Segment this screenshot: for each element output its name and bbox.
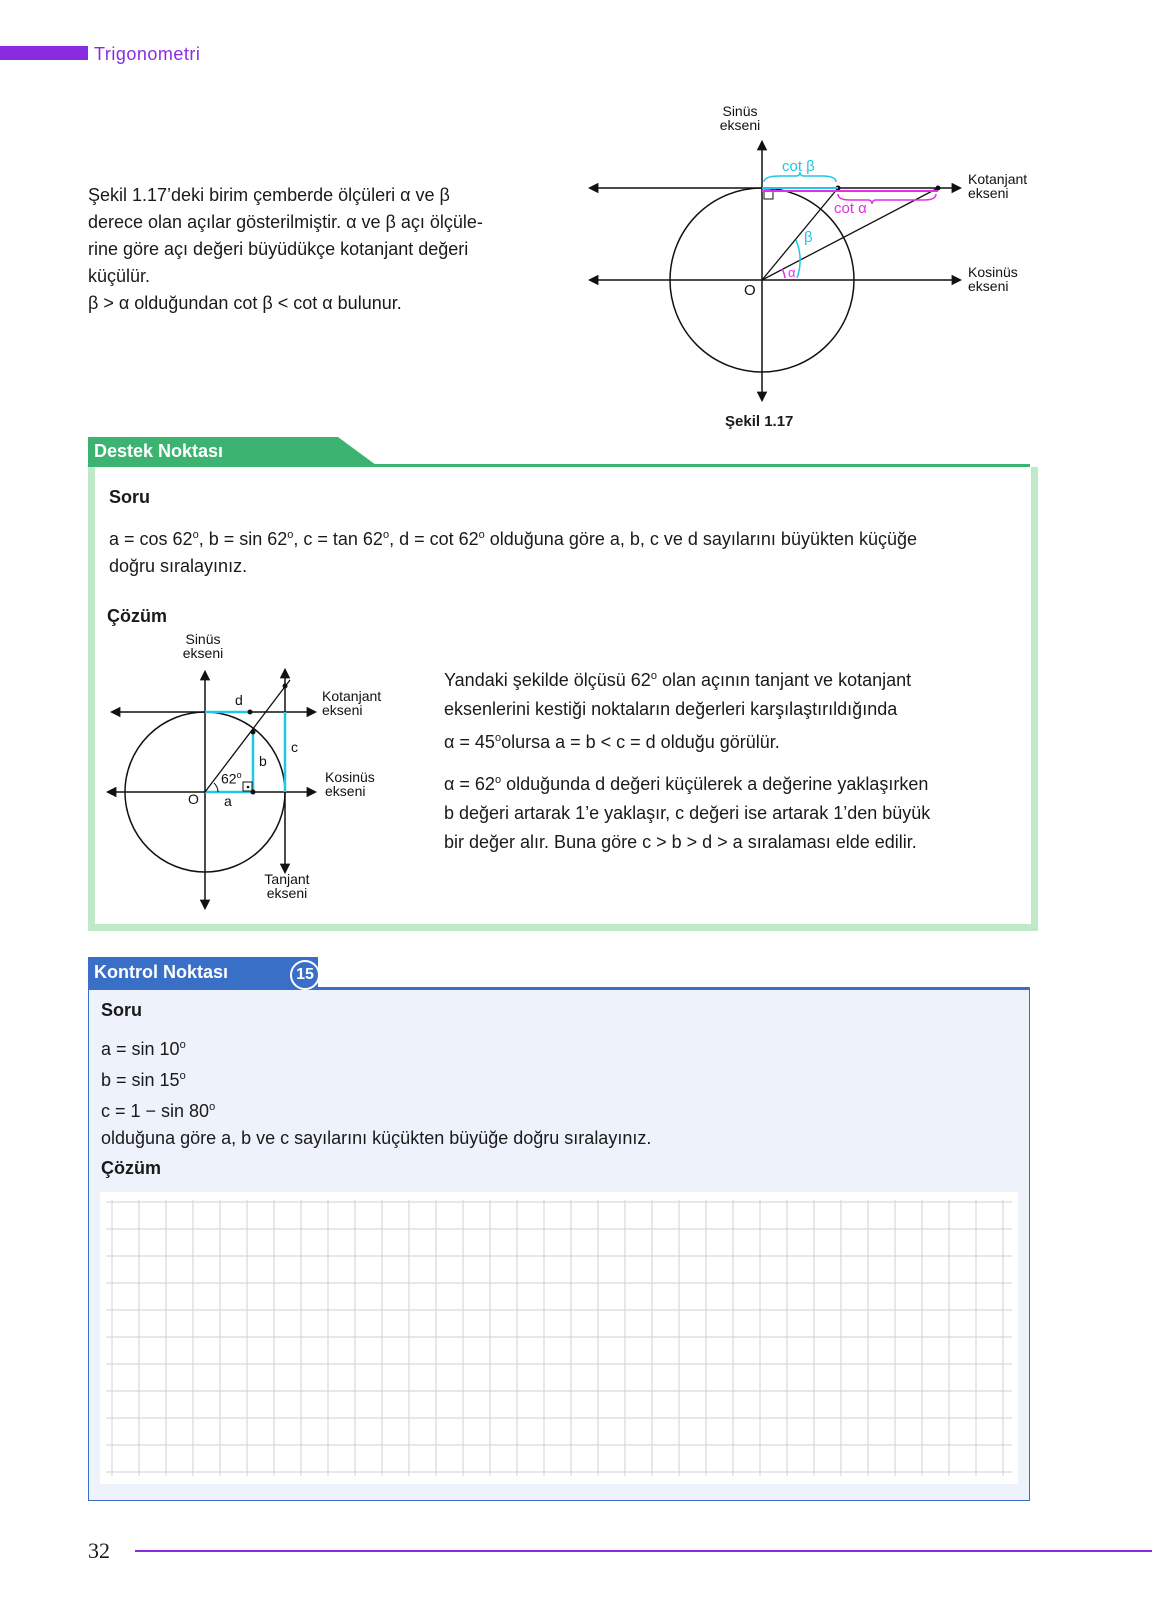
equation-a: [101, 1032, 1001, 1063]
sine-axis-label: [718, 104, 762, 132]
kontrol-cozum-heading: Çözüm: [101, 1158, 161, 1178]
text: a = sin 10: [101, 1039, 180, 1059]
equation-c: [101, 1094, 1001, 1125]
text: , d = cot 62: [389, 529, 479, 549]
cosine-axis-label: [325, 770, 375, 798]
angle-ray: [205, 680, 290, 792]
degree: o: [382, 529, 390, 541]
d-label: d: [235, 692, 243, 708]
label-line: ekseni: [719, 117, 761, 133]
label-line: ekseni: [968, 278, 1009, 294]
figure-caption: Şekil 1.17: [725, 413, 794, 430]
para-line: [444, 724, 1024, 757]
label-line: Kosinüs: [968, 264, 1018, 280]
text: b = sin 15: [101, 1070, 180, 1090]
cotangent-axis-label: [968, 172, 1027, 200]
label-line: Sinüs: [185, 631, 221, 647]
destek-cozum-heading: Çözüm: [107, 606, 167, 626]
text: olduğunda d değeri küçülerek a değerine yaklaşırken: [501, 774, 929, 794]
cotangent-axis-label: [322, 689, 381, 717]
destek-soru-heading: Soru: [109, 487, 151, 507]
label-line: Sinüs: [722, 103, 758, 119]
para-line: eksenlerini kestiği noktaların değerleri karşılaştırıldığında: [444, 699, 898, 719]
intro-paragraph: [88, 182, 548, 317]
kontrol-number-badge: 15: [290, 960, 320, 990]
label-line: Kotanjant: [322, 688, 382, 704]
intro-line: rine göre açı değeri büyüdükçe kotanjant değeri: [88, 239, 469, 259]
cot-alpha-label: cot α: [834, 200, 867, 217]
page-number: 32: [88, 1538, 110, 1563]
degree: o: [287, 529, 294, 541]
intro-line: derece olan açılar gösterilmiştir. α ve β açı ölçüle-: [88, 212, 483, 232]
degree: o: [494, 732, 502, 744]
intro-line: β > α olduğundan cot β < cot α bulunur.: [88, 293, 402, 313]
header-title: Trigonometri: [94, 44, 201, 64]
degree: o: [209, 1101, 216, 1113]
text: c = 1 − sin 80: [101, 1101, 210, 1121]
para-line: bir değer alır. Buna göre c > b > d > a sıralaması elde edilir.: [444, 832, 917, 852]
tangent-axis-label: [259, 872, 315, 900]
intro-line: Şekil 1.17’deki birim çemberde ölçüleri α ve β: [88, 185, 450, 205]
answer-grid-area[interactable]: [100, 1192, 1018, 1484]
degree: o: [494, 774, 502, 786]
destek-title: Destek Noktası: [94, 441, 224, 461]
soru-line: [109, 522, 1009, 553]
label-line: Tanjant: [264, 871, 310, 887]
label-line: ekseni: [325, 783, 366, 799]
c-label: c: [291, 739, 298, 755]
para-line: [444, 766, 1024, 799]
degree: o: [650, 670, 657, 682]
destek-solution-text: [444, 662, 1024, 857]
label-line: ekseni: [182, 645, 224, 661]
text: olursa a = b < c = d olduğu görülür.: [501, 732, 780, 752]
cosine-axis-label: [968, 265, 1018, 293]
degree: o: [478, 529, 485, 541]
alpha-label: α: [788, 265, 796, 280]
equation-b: [101, 1063, 1001, 1094]
cot-beta-label: cot β: [782, 158, 815, 175]
question-text: olduğuna göre a, b ve c sayılarını küçükten büyüğe doğru sıralayınız.: [101, 1128, 652, 1148]
origin-label: O: [188, 791, 199, 807]
angle-label: [221, 768, 242, 786]
beta-label: β: [804, 229, 813, 246]
degree: o: [179, 1039, 186, 1051]
intro-line: küçülür.: [88, 266, 151, 286]
header-accent-bar: [0, 46, 88, 60]
text: α = 62: [444, 774, 495, 794]
text: a = cos 62: [109, 529, 193, 549]
answer-grid: [100, 1192, 1018, 1484]
kontrol-title: Kontrol Noktası: [94, 962, 229, 982]
origin-label: O: [744, 282, 756, 299]
alpha-arc: [782, 269, 785, 278]
para-line: [444, 662, 1024, 695]
text: 62: [221, 770, 237, 787]
a-label: a: [224, 793, 232, 809]
degree: o: [236, 770, 242, 780]
text: , c = tan 62: [293, 529, 383, 549]
text: olduğuna göre a, b, c ve d sayılarını büyükten küçüğe: [484, 529, 918, 549]
sine-axis-label: [181, 632, 225, 660]
kontrol-soru-heading: Soru: [101, 1000, 143, 1020]
label-line: Kotanjant: [968, 171, 1028, 187]
para-line: b değeri artarak 1’e yaklaşır, c değeri ise artarak 1’den büyük: [444, 803, 931, 823]
degree: o: [192, 529, 199, 541]
destek-soru-text: [109, 522, 1009, 580]
label-line: ekseni: [968, 185, 1009, 201]
text: Yandaki şekilde ölçüsü 62: [444, 670, 651, 690]
label-line: ekseni: [322, 702, 363, 718]
spacer: [444, 757, 1024, 766]
text: α = 45: [444, 732, 495, 752]
degree: o: [179, 1070, 186, 1082]
label-line: ekseni: [266, 885, 308, 901]
beta-arc: [796, 240, 800, 278]
text: olan açının tanjant ve kotanjant: [656, 670, 912, 690]
label-line: Kosinüs: [325, 769, 375, 785]
b-label: b: [259, 753, 267, 769]
kontrol-soru-text: [101, 1032, 1001, 1152]
footer-line: [135, 1550, 1152, 1552]
text: , b = sin 62: [198, 529, 288, 549]
soru-line: doğru sıralayınız.: [109, 556, 248, 576]
